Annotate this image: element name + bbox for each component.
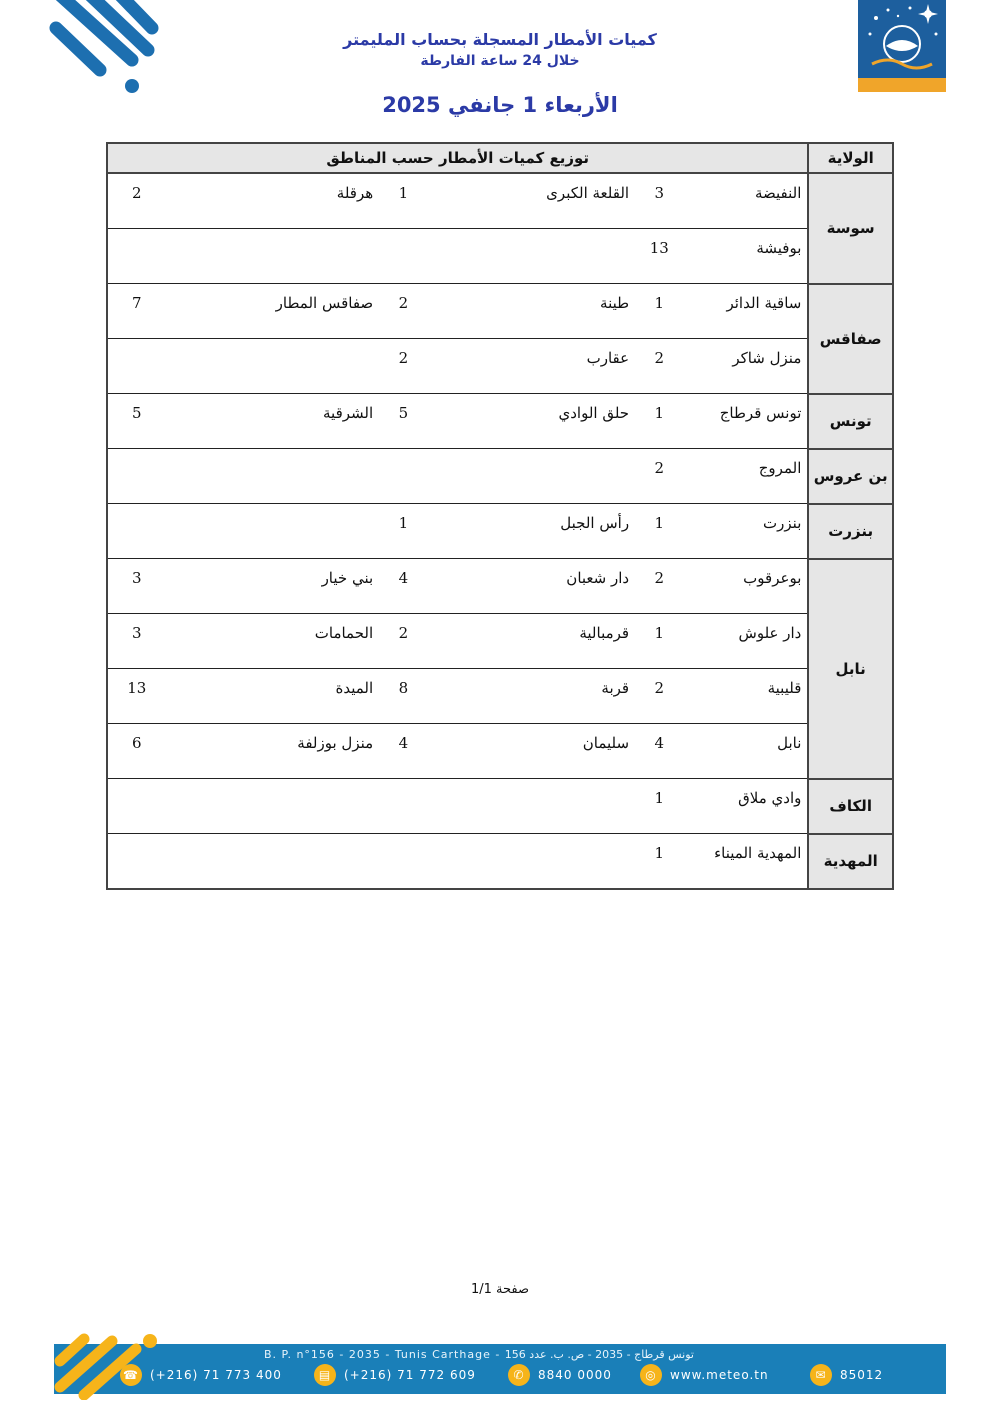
rain-value: 4: [379, 559, 427, 614]
rain-value: 8: [379, 669, 427, 724]
table-row: [107, 614, 893, 669]
table-row: [107, 724, 893, 779]
rain-value: 1: [635, 284, 683, 339]
footer-address: B. P. n°156 - 2035 - Tunis Carthage - تونس قرطاج - 2035 - ص. ب. عدد 156: [264, 1348, 694, 1361]
rain-value: 7: [107, 284, 166, 339]
rain-value: 2: [635, 669, 683, 724]
sms-number: 85012: [840, 1368, 884, 1382]
rain-value: 13: [107, 669, 166, 724]
rain-value: 5: [379, 394, 427, 449]
rain-value: 1: [635, 834, 683, 890]
footer-website[interactable]: [640, 1364, 769, 1386]
station-name: الحمامات: [166, 614, 380, 669]
rain-value: 13: [635, 229, 683, 284]
station-name: سليمان: [428, 724, 636, 779]
table-row: [107, 504, 893, 559]
globe-icon: ◎: [640, 1364, 662, 1386]
governorate-cell: سوسة: [808, 173, 893, 284]
rain-value: 1: [635, 779, 683, 834]
table-row: [107, 173, 893, 229]
rain-value: 5: [107, 394, 166, 449]
station-name: [166, 339, 380, 394]
rain-value: 2: [107, 173, 166, 229]
station-name: رأس الجبل: [428, 504, 636, 559]
rain-value: 3: [107, 614, 166, 669]
station-name: [166, 834, 380, 890]
rain-value: 1: [635, 504, 683, 559]
rain-value: 2: [379, 284, 427, 339]
rain-value: 2: [379, 614, 427, 669]
governorate-cell: نابل: [808, 559, 893, 779]
rain-value: [379, 779, 427, 834]
table-row: [107, 559, 893, 614]
call-icon: ✆: [508, 1364, 530, 1386]
table-row: [107, 339, 893, 394]
station-name: بوعرقوب: [683, 559, 808, 614]
rain-value: [107, 834, 166, 890]
rain-value: 2: [379, 339, 427, 394]
station-name: حلق الوادي: [428, 394, 636, 449]
rainfall-table: [106, 142, 894, 890]
rain-value: [107, 449, 166, 504]
station-name: دار شعبان: [428, 559, 636, 614]
station-name: النفيضة: [683, 173, 808, 229]
distribution-header: توزيع كميات الأمطار حسب المناطق: [107, 143, 808, 173]
table-row: [107, 229, 893, 284]
governorate-cell: بن عروس: [808, 449, 893, 504]
footer-sms: [810, 1364, 883, 1386]
station-name: ساقية الدائر: [683, 284, 808, 339]
station-name: [166, 229, 380, 284]
rain-value: [107, 504, 166, 559]
phone-number: (+216) 71 773 400: [150, 1368, 282, 1382]
station-name: الميدة: [166, 669, 380, 724]
governorate-header: الولاية: [808, 143, 893, 173]
footer-swoosh-decoration: [54, 1325, 164, 1400]
station-name: [428, 779, 636, 834]
table-row: [107, 449, 893, 504]
station-name: طينة: [428, 284, 636, 339]
station-name: منزل شاكر: [683, 339, 808, 394]
station-name: تونس قرطاج: [683, 394, 808, 449]
governorate-cell: تونس: [808, 394, 893, 449]
table-row: [107, 779, 893, 834]
rain-value: [107, 339, 166, 394]
station-name: منزل بوزلفة: [166, 724, 380, 779]
rain-value: 1: [635, 394, 683, 449]
station-name: بوفيشة: [683, 229, 808, 284]
station-name: قربة: [428, 669, 636, 724]
station-name: [428, 834, 636, 890]
rain-value: 4: [635, 724, 683, 779]
governorate-cell: بنزرت: [808, 504, 893, 559]
title-line-2: خلال 24 ساعة الفارطة: [420, 53, 580, 69]
rain-value: [379, 229, 427, 284]
fax-number: (+216) 71 772 609: [344, 1368, 476, 1382]
table-row: [107, 284, 893, 339]
rain-value: 2: [635, 449, 683, 504]
station-name: بني خيار: [166, 559, 380, 614]
station-name: عقارب: [428, 339, 636, 394]
rain-value: 3: [635, 173, 683, 229]
website-link[interactable]: www.meteo.tn: [670, 1368, 769, 1382]
station-name: نابل: [683, 724, 808, 779]
table-row: [107, 834, 893, 890]
station-name: المروج: [683, 449, 808, 504]
station-name: هرقلة: [166, 173, 380, 229]
governorate-cell: صفاقس: [808, 284, 893, 394]
rain-value: 1: [379, 504, 427, 559]
rain-value: 3: [107, 559, 166, 614]
station-name: القلعة الكبرى: [428, 173, 636, 229]
table-row: [107, 669, 893, 724]
rain-value: [107, 779, 166, 834]
rain-value: 2: [635, 339, 683, 394]
rain-value: 1: [379, 173, 427, 229]
governorate-cell: المهدية: [808, 834, 893, 890]
station-name: المهدية الميناء: [683, 834, 808, 890]
rain-value: [379, 834, 427, 890]
footer-bar: [54, 1344, 946, 1394]
station-name: وادي ملاق: [683, 779, 808, 834]
rain-value: 4: [379, 724, 427, 779]
rain-value: [107, 229, 166, 284]
station-name: صفاقس المطار: [166, 284, 380, 339]
footer-fax: [314, 1364, 476, 1386]
station-name: الشرقية: [166, 394, 380, 449]
station-name: [166, 449, 380, 504]
rain-value: 6: [107, 724, 166, 779]
logo-caption-band: [858, 78, 946, 92]
sms-icon: ✉: [810, 1364, 832, 1386]
station-name: [428, 229, 636, 284]
governorate-cell: الكاف: [808, 779, 893, 834]
rain-value: 1: [635, 614, 683, 669]
station-name: قليبية: [683, 669, 808, 724]
table-row: [107, 394, 893, 449]
station-name: بنزرت: [683, 504, 808, 559]
station-name: [166, 779, 380, 834]
phone-icon: ☎: [120, 1364, 142, 1386]
decorative-stripes: [40, 0, 190, 100]
rain-value: [379, 449, 427, 504]
fax-icon: ▤: [314, 1364, 336, 1386]
station-name: قرمبالية: [428, 614, 636, 669]
report-date: الأربعاء 1 جانفي 2025: [382, 93, 618, 117]
station-name: [428, 449, 636, 504]
page-number: صفحة 1/1: [470, 1282, 530, 1297]
rain-value: 2: [635, 559, 683, 614]
station-name: دار علوش: [683, 614, 808, 669]
footer-contacts: [120, 1364, 936, 1388]
footer-green-number: [508, 1364, 612, 1386]
table-header-row: [107, 143, 893, 173]
title-line-1: كميات الأمطار المسجلة بحساب المليمتر: [343, 30, 657, 49]
green-number: 8840 0000: [538, 1368, 612, 1382]
station-name: [166, 504, 380, 559]
